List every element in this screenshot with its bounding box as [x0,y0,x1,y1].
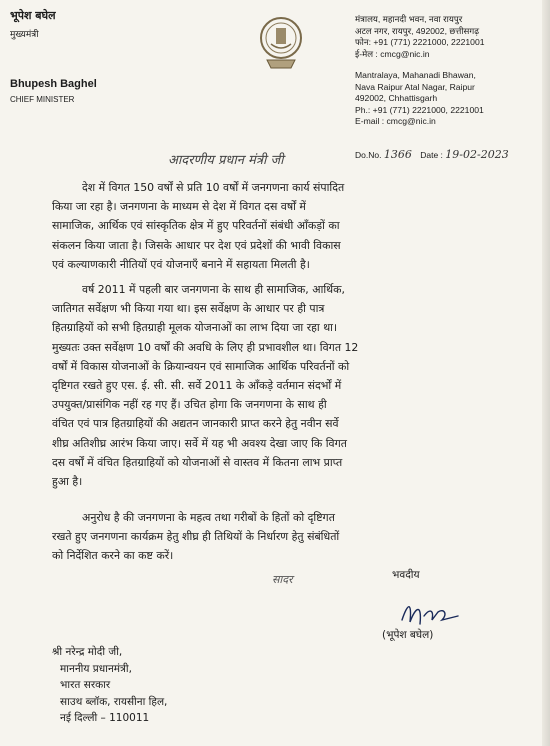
do-number-date [355,148,509,161]
recipient-line: श्री नरेन्द्र मोदी जी, [52,646,123,658]
recipient-line: साउथ ब्लॉक, रायसीना हिल, [60,695,168,708]
address-english-line: 492002, Chhattisgarh [355,93,438,103]
signature-icon [398,598,464,630]
paragraph-3 [52,508,504,566]
text-line: रखते हुए जनगणना कार्यक्रम हेतु शीघ्र ही तिथियों के निर्धारण हेतु संबंधितों [52,530,340,544]
text-line: शीघ्र अतिशीघ्र आरंभ किया जाए। सर्वे में यह भी अवश्य देखा जाए कि विगत [52,436,347,450]
text-line: हितग्राहियों को सभी हितग्राही मूलक योजनाओं का लाभ दिया जा रहा था। [52,321,338,335]
text-line: हुआ है। [52,475,83,489]
state-emblem-icon [259,14,303,76]
text-line: दृष्टिगत रखते हुए एस. ई. सी. सी. सर्वे 2011 के आँकड़े वर्तमान संदर्भों में [52,379,342,393]
sender-designation-english: CHIEF MINISTER [10,95,75,104]
address-hindi-line: मंत्रालय, महानदी भवन, नवा रायपुर [355,14,463,24]
text-line: किया जा रहा है। जनगणना के माध्यम से देश में विगत दस वर्षों में [52,200,306,214]
do-number: 1366 [383,148,412,161]
sender-designation-hindi: मुख्यमंत्री [10,30,39,40]
address-hindi [355,14,485,60]
page-edge [542,0,550,746]
sender-name-english: Bhupesh Baghel [10,78,97,90]
recipient-line: माननीय प्रधानमंत्री, [60,662,132,675]
recipient-address [52,644,167,727]
address-hindi-line: अटल नगर, रायपुर, 492002, छत्तीसगढ़ [355,25,480,36]
date-value: 19-02-2023 [445,148,509,161]
text-line: मुख्यतः उक्त सर्वेक्षण 10 वर्षों की अवधि के लिए ही प्रभावशील था। विगत 12 [52,340,359,354]
address-english-line: Ph.: +91 (771) 2221000, 2221001 [355,104,484,115]
text-line: वर्षों में विकास योजनाओं के क्रियान्वयन एवं सामाजिक आर्थिक परिवर्तनों को [52,359,350,373]
paragraph-2 [52,280,504,491]
recipient-line: भारत सरकार [60,679,111,691]
text-line: दस वर्षों में वंचित हितग्राहियों को योजनाओं से वास्तव में कितना लाभ प्राप्त [52,455,343,469]
text-line: वर्ष 2011 में पहली बार जनगणना के साथ ही सामाजिक, आर्थिक, [82,283,345,296]
address-hindi-line: ई-मेल : cmcg@nic.in [355,48,430,59]
sender-name-hindi: भूपेश बघेल [10,9,56,22]
text-line: को निर्देशित करने का कष्ट करें। [52,549,174,563]
closing-bhavdiya: भवदीय [392,569,420,581]
address-english-line: Mantralaya, Mahanadi Bhawan, [355,70,476,80]
salutation: आदरणीय प्रधान मंत्री जी [168,153,284,168]
text-line: अनुरोध है की जनगणना के महत्व तथा गरीबों के हितों को दृष्टिगत [82,511,335,524]
text-line: उपयुक्त/प्रासंगिक नहीं रह गए हैं। उचित होगा कि जनगणना के साथ ही [52,398,327,412]
address-english-line: Nava Raipur Atal Nagar, Raipur [355,81,475,92]
text-line: संकलन किया जाता है। जिसके आधार पर देश एवं प्रदेशों की भावी विकास [52,238,341,252]
date-label: Date : [420,150,443,160]
text-line: सामाजिक, आर्थिक एवं सांस्कृतिक क्षेत्र में हुए परिवर्तनों संबंधी आँकड़ों का [52,219,340,233]
address-english [355,70,484,128]
do-label: Do.No. [355,150,382,160]
signer-name: (भूपेश बघेल) [382,629,434,641]
recipient-line: नई दिल्ली – 110011 [60,712,150,724]
text-line: देश में विगत 150 वर्षों से प्रति 10 वर्षों में जनगणना कार्य संपादित [82,181,345,194]
address-english-line: E-mail : cmcg@nic.in [355,116,436,126]
address-hindi-line: फोन: +91 (771) 2221000, 2221001 [355,37,485,47]
paragraph-1 [52,178,504,274]
closing-handwritten: सादर [272,573,293,586]
text-line: एवं कल्याणकारी नीतियों एवं योजनाएँ बनाने में सहायता मिलती है। [52,257,310,271]
text-line: वंचित एवं पात्र हितग्राहियों की अद्यतन जानकारी प्राप्त करने हेतु नवीन सर्वे [52,417,339,431]
text-line: जातिगत सर्वेक्षण भी किया गया था। इस सर्वेक्षण के आधार पर ही पात्र [52,302,325,316]
